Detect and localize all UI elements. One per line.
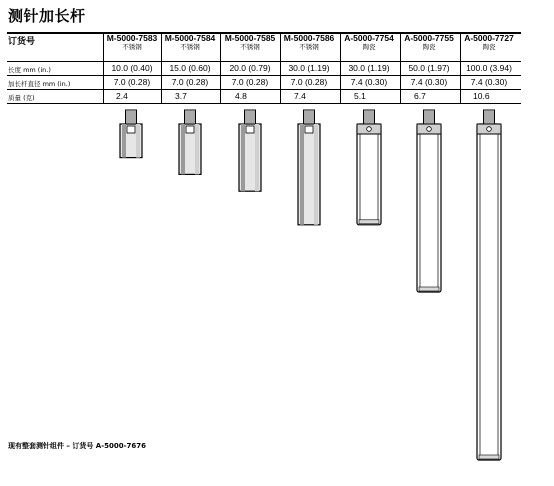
cross-hole xyxy=(246,126,254,133)
mass-value: 5.1 xyxy=(354,91,366,101)
part-code: A-5000-7727 xyxy=(464,33,514,43)
steel-shade xyxy=(122,124,126,158)
row-label-diameter: 加长杆直径 mm (in.) xyxy=(8,80,71,88)
diameter-value: 7.0 (0.28) xyxy=(171,77,209,87)
material-label: 陶瓷 xyxy=(422,44,436,51)
mass-value: 7.4 xyxy=(294,91,306,101)
material-label: 不锈钢 xyxy=(122,44,142,51)
mass-value: 2.4 xyxy=(116,91,128,101)
part-code: M-5000-7585 xyxy=(224,33,276,43)
steel-highlight xyxy=(195,124,199,174)
end-cap xyxy=(479,455,499,459)
cross-hole xyxy=(487,127,492,132)
length-value: 30.0 (1.19) xyxy=(288,63,330,73)
ceramic-body xyxy=(477,124,501,460)
part-code: A-5000-7754 xyxy=(344,33,394,43)
row-label-length: 长度 mm (in.) xyxy=(8,66,51,74)
cross-hole xyxy=(127,126,135,133)
mass-value: 6.7 xyxy=(414,91,426,101)
cross-hole xyxy=(427,127,432,132)
mass-value: 3.7 xyxy=(175,91,187,101)
cross-hole xyxy=(186,126,194,133)
material-label: 不锈钢 xyxy=(180,44,200,51)
end-cap xyxy=(359,220,379,224)
diameter-value: 7.4 (0.30) xyxy=(470,77,508,87)
part-code: A-5000-7755 xyxy=(404,33,454,43)
length-value: 50.0 (1.97) xyxy=(408,63,450,73)
steel-shade xyxy=(181,124,185,174)
material-label: 不锈钢 xyxy=(240,44,260,51)
steel-shade xyxy=(241,124,245,191)
steel-highlight xyxy=(136,124,140,158)
diameter-value: 7.0 (0.28) xyxy=(231,77,269,87)
material-label: 不锈钢 xyxy=(299,44,319,51)
part-code: M-5000-7584 xyxy=(164,33,216,43)
diameter-value: 7.0 (0.28) xyxy=(113,77,151,87)
steel-shade xyxy=(300,124,304,225)
page-title: 测针加长杆 xyxy=(8,7,86,25)
diameter-value: 7.4 (0.30) xyxy=(350,77,388,87)
row-label-mass: 质量 (克) xyxy=(8,94,35,102)
material-label: 陶瓷 xyxy=(482,44,496,51)
end-cap xyxy=(419,287,439,291)
footer-note: 现有整套测针组件 – 订货号 A-5000-7676 xyxy=(8,442,147,450)
length-value: 20.0 (0.79) xyxy=(229,63,271,73)
steel-highlight xyxy=(314,124,318,225)
part-code: M-5000-7586 xyxy=(283,33,335,43)
diameter-value: 7.4 (0.30) xyxy=(410,77,448,87)
cross-hole xyxy=(305,126,313,133)
cross-hole xyxy=(367,127,372,132)
part-code: M-5000-7583 xyxy=(106,33,158,43)
diameter-value: 7.0 (0.28) xyxy=(290,77,328,87)
ceramic-body xyxy=(417,124,441,292)
length-value: 100.0 (3.94) xyxy=(466,63,512,73)
mass-value: 4.8 xyxy=(235,91,247,101)
length-value: 15.0 (0.60) xyxy=(169,63,211,73)
order-number-label: 订货号 xyxy=(8,37,36,47)
material-label: 陶瓷 xyxy=(362,44,376,51)
ceramic-body xyxy=(357,124,381,225)
length-value: 10.0 (0.40) xyxy=(111,63,153,73)
steel-highlight xyxy=(255,124,259,191)
length-value: 30.0 (1.19) xyxy=(348,63,390,73)
mass-value: 10.6 xyxy=(473,91,490,101)
